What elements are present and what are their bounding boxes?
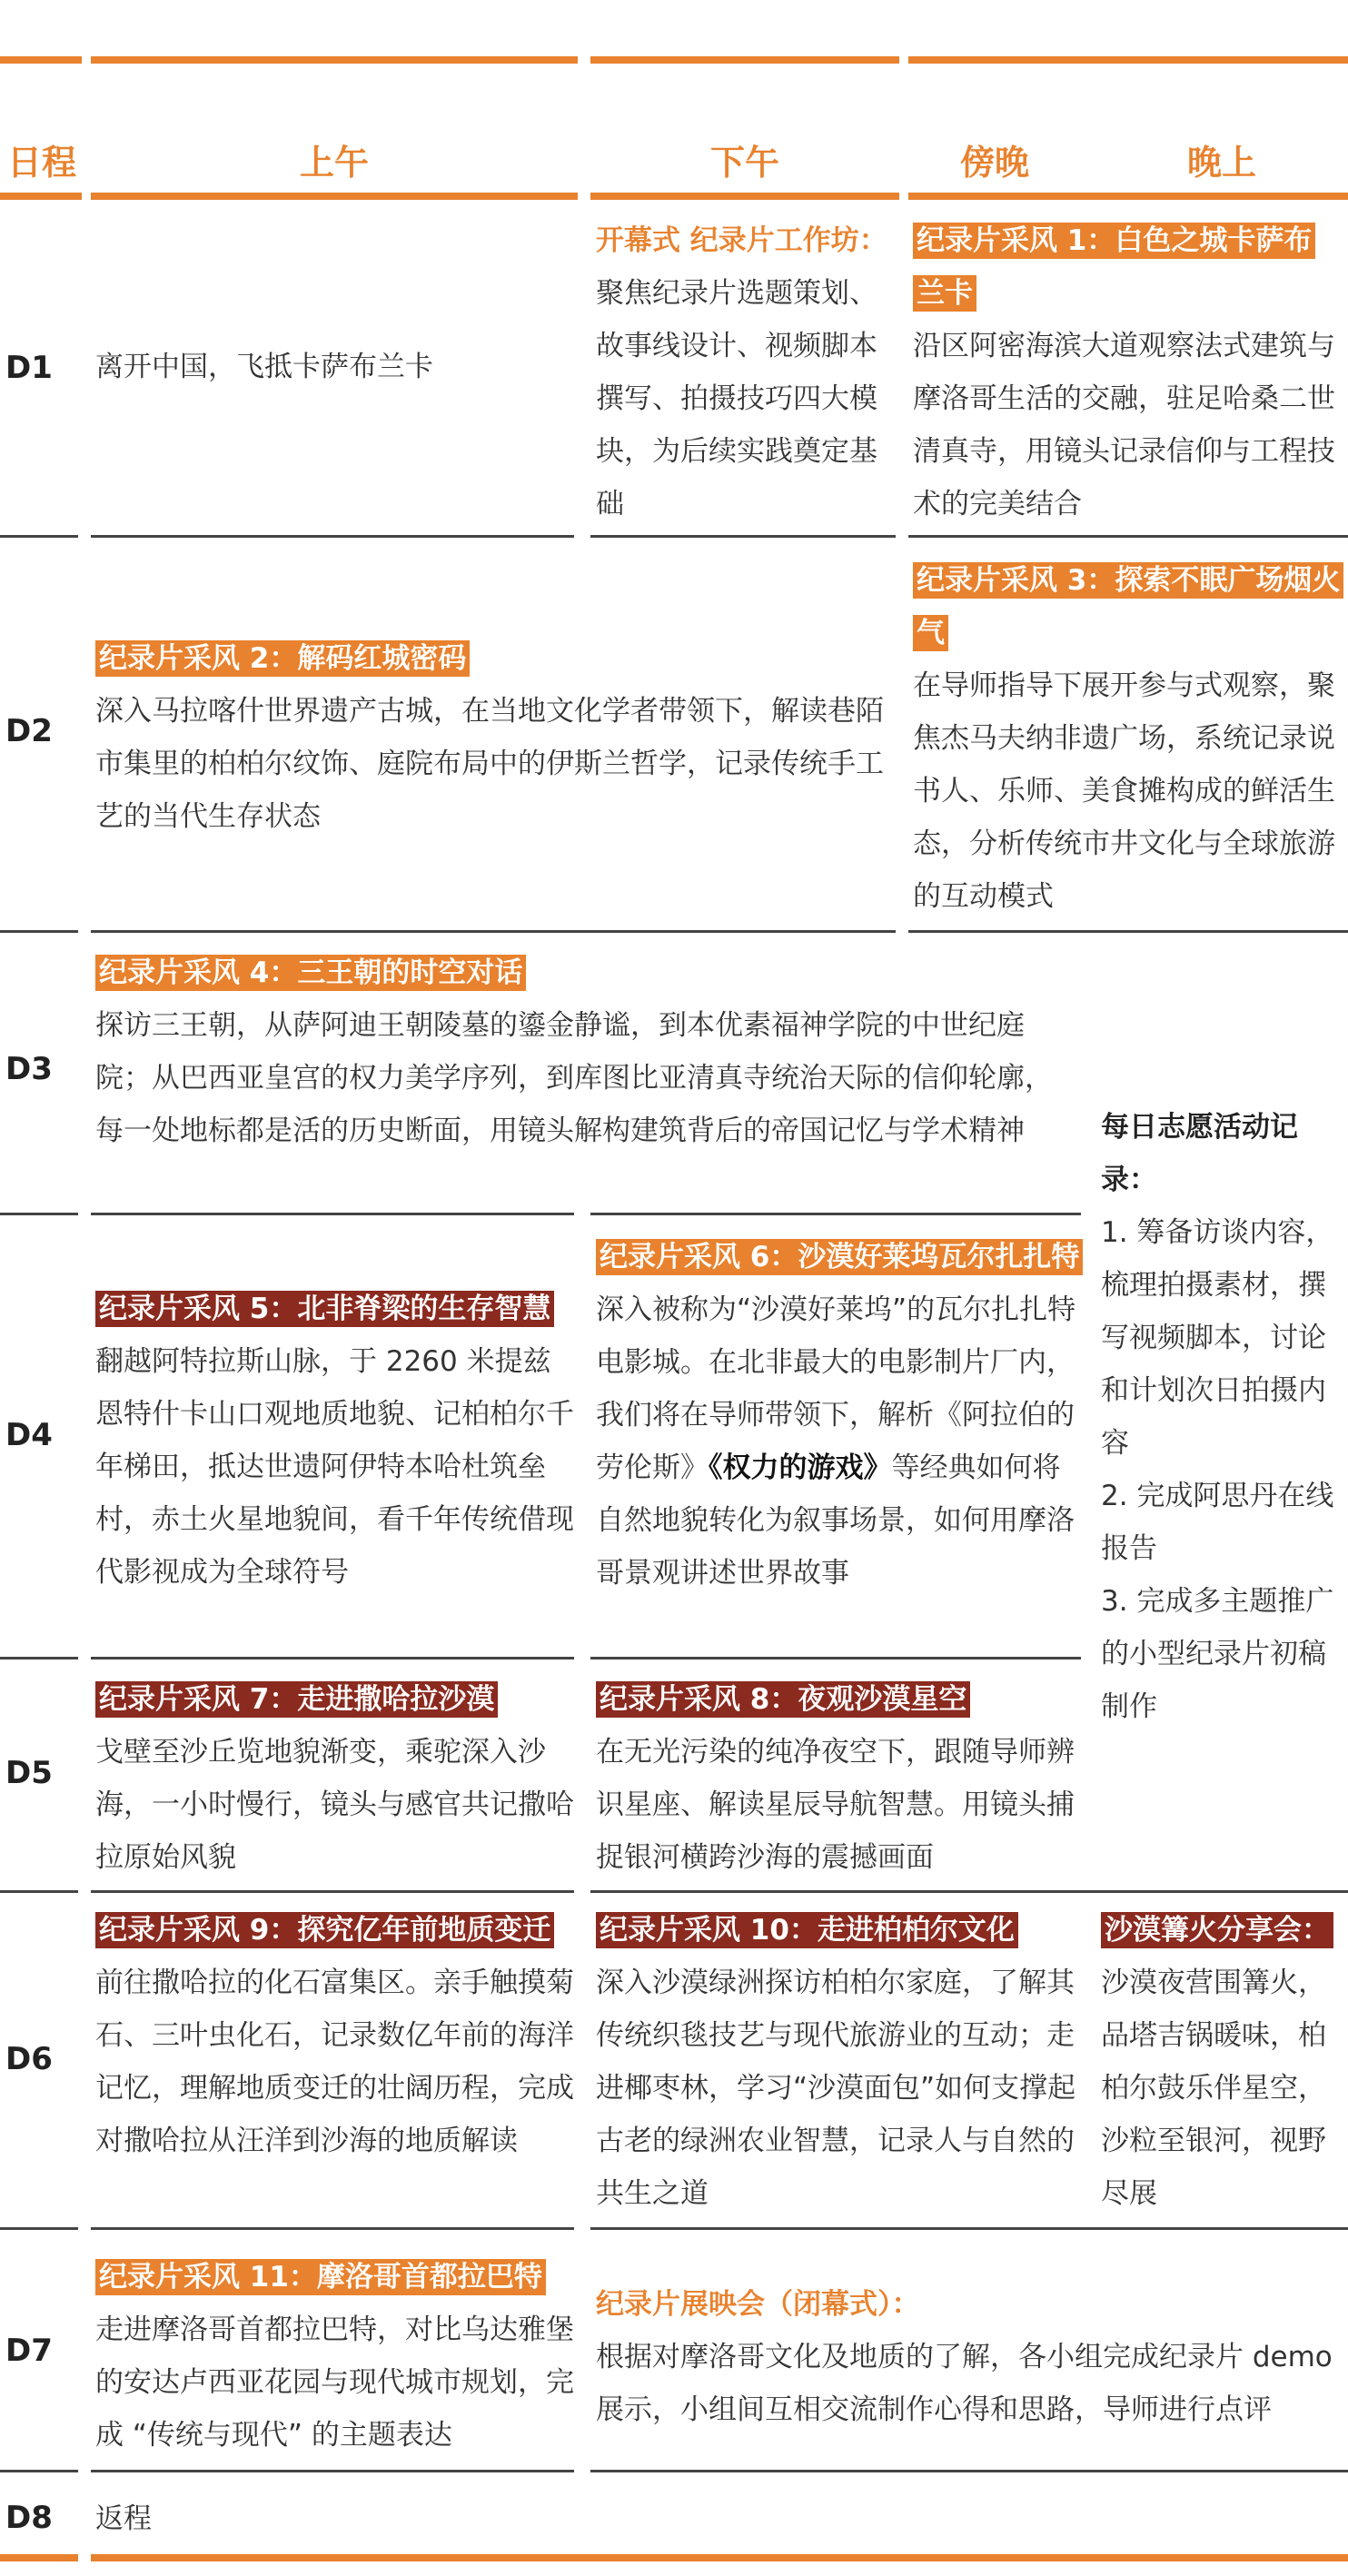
- d3-title: 纪录片采风 4：三王朝的时空对话: [95, 955, 526, 991]
- day-label-d3: D3: [5, 1051, 53, 1087]
- header-day: 日程: [6, 143, 76, 183]
- row-divider: [91, 2227, 574, 2230]
- header-top-rule: [590, 56, 899, 64]
- volunteer-item-3: 3. 完成多主题推广的小型纪录片初稿制作: [1101, 1585, 1334, 1723]
- d5-afternoon-body: 在无光污染的纯净夜空下，跟随导师辨识星座、解读星辰导航智慧。用镜头捕捉银河横跨沙海的震撼画面: [596, 1736, 1075, 1874]
- d5-morning: [95, 1673, 577, 1884]
- d4-afternoon: [596, 1231, 1086, 1600]
- row-divider: [0, 1890, 78, 1893]
- day-label-d2: D2: [5, 713, 53, 749]
- day-label-d7: D7: [5, 2333, 53, 2369]
- row-divider: [0, 2227, 78, 2230]
- d2-evening: [913, 554, 1343, 923]
- row-divider: [91, 1213, 574, 1215]
- volunteer-notes: [1101, 1101, 1342, 1733]
- d1-evening-title: 纪录片采风 1：白色之城卡萨布兰卡: [913, 223, 1315, 312]
- row-divider: [590, 1657, 1081, 1660]
- d4-afternoon-body-1: 深入被称为“沙漠好莱坞”的瓦尔扎扎特电影城。在北非最大的电影制片厂内，我们将在导师带领下，解析《阿拉伯的劳伦斯》: [596, 1293, 1076, 1484]
- d1-morning: [95, 341, 568, 393]
- d1-evening: [913, 214, 1340, 530]
- d6-afternoon-body: 深入沙漠绿洲探访柏柏尔家庭，了解其传统织毯技艺与现代旅游业的互动；走进椰枣林，学习“沙漠面包”如何支撑起古老的绿洲农业智慧，记录人与自然的共生之道: [596, 1967, 1076, 2210]
- d7-morning: [95, 2251, 577, 2462]
- d5-afternoon: [596, 1673, 1086, 1884]
- row-divider: [590, 535, 896, 538]
- d8-morning-text: 返程: [95, 2502, 152, 2535]
- d6-morning-title: 纪录片采风 9：探究亿年前地质变迁: [95, 1912, 554, 1948]
- row-divider: [91, 930, 896, 933]
- d7-morning-body: 走进摩洛哥首都拉巴特，对比乌达雅堡的安达卢西亚花园与现代城市规划，完成 “传统与现代” 的主题表达: [95, 2313, 574, 2452]
- row-divider: [91, 535, 574, 538]
- d7-afternoon-title: 纪录片展映会（闭幕式）：: [596, 2288, 920, 2321]
- header-top-rule: [91, 56, 578, 64]
- row-divider: [590, 1890, 1348, 1893]
- row-divider: [91, 2470, 574, 2472]
- header-top-rule: [908, 56, 1348, 64]
- d4-morning: [95, 1283, 577, 1599]
- row-divider: [91, 1657, 574, 1660]
- row-divider: [590, 1213, 1081, 1215]
- d7-afternoon: [596, 2278, 1348, 2436]
- d6-evening-body: 沙漠夜营围篝火，品塔吉锅暖味，柏柏尔鼓乐伴星空，沙粒至银河，视野尽展: [1101, 1967, 1326, 2210]
- header-dusk: 傍晚: [959, 143, 1029, 183]
- row-divider: [91, 1890, 574, 1893]
- d1-afternoon-body: 聚焦纪录片选题策划、故事线设计、视频脚本撰写、拍摄技巧四大模块，为后续实践奠定基础: [596, 277, 877, 520]
- header-top-rule: [0, 56, 82, 64]
- d8-morning: [95, 2492, 568, 2545]
- day-label-d4: D4: [5, 1417, 53, 1453]
- d6-morning-body: 前往撒哈拉的化石富集区。亲手触摸菊石、三叶虫化石，记录数亿年前的海洋记忆，理解地质变迁的壮阔历程，完成对撒哈拉从汪洋到沙海的地质解读: [95, 1967, 574, 2157]
- d6-afternoon: [596, 1904, 1086, 2220]
- volunteer-item-1: 1. 筹备访谈内容，梳理拍摄素材，撰写视频脚本，讨论和计划次日拍摄内容: [1101, 1216, 1334, 1460]
- row-divider: [590, 2227, 1348, 2230]
- row-divider: [590, 2470, 1348, 2472]
- d4-afternoon-body-em: 《权力的游戏》: [709, 1451, 892, 1484]
- d1-morning-text: 离开中国，飞抵卡萨布兰卡: [95, 351, 433, 383]
- d6-evening-title: 沙漠篝火分享会：: [1101, 1912, 1333, 1948]
- row-divider: [908, 535, 1348, 538]
- d1-afternoon-title: 开幕式 纪录片工作坊：: [596, 224, 887, 257]
- day-label-d1: D1: [5, 350, 53, 386]
- header-bottom-rule: [91, 193, 578, 200]
- d5-morning-title: 纪录片采风 7：走进撒哈拉沙漠: [95, 1681, 498, 1718]
- d4-morning-body: 翻越阿特拉斯山脉，于 2260 米提兹恩特什卡山口观地质地貌、记柏柏尔千年梯田，抵达世遗阿伊特本哈杜筑垒村，赤土火星地貌间，看千年传统借现代影视成为全球符号: [95, 1345, 574, 1589]
- d1-afternoon: [596, 214, 896, 530]
- volunteer-title: 每日志愿活动记录：: [1101, 1111, 1298, 1196]
- header-night: 晚上: [1186, 143, 1256, 183]
- d6-evening: [1101, 1904, 1342, 2220]
- header-bottom-rule: [590, 193, 899, 200]
- d4-afternoon-title: 纪录片采风 6：沙漠好莱坞瓦尔扎扎特: [596, 1239, 1083, 1275]
- d1-evening-body: 沿区阿密海滨大道观察法式建筑与摩洛哥生活的交融，驻足哈桑二世清真寺，用镜头记录信仰与工程技术的完美结合: [913, 330, 1335, 520]
- d6-morning: [95, 1904, 577, 2167]
- day-label-d8: D8: [5, 2500, 53, 2536]
- row-divider: [0, 930, 78, 933]
- d5-morning-body: 戈壁至沙丘览地貌渐变，乘驼深入沙海，一小时慢行，镜头与感官共记撒哈拉原始风貌: [95, 1736, 574, 1874]
- d4-afternoon-body-2: 等经典如何将自然地貌转化为叙事场景，如何用摩洛哥景观讲述世界故事: [596, 1451, 1075, 1590]
- day-label-d6: D6: [5, 2041, 53, 2077]
- d7-morning-title: 纪录片采风 11：摩洛哥首都拉巴特: [95, 2259, 546, 2295]
- row-divider: [0, 535, 78, 538]
- d2-morning: [95, 632, 895, 843]
- d2-morning-body: 深入马拉喀什世界遗产古城，在当地文化学者带领下，解读巷陌市集里的柏柏尔纹饰、庭院布局中的伊斯兰哲学，记录传统手工艺的当代生存状态: [95, 695, 884, 833]
- row-divider: [0, 2470, 78, 2472]
- d7-afternoon-body: 根据对摩洛哥文化及地质的了解，各小组完成纪录片 demo 展示，小组间互相交流制作心得和思路，导师进行点评: [596, 2341, 1333, 2426]
- d3-body: 探访三王朝，从萨阿迪王朝陵墓的鎏金静谧，到本优素福神学院的中世纪庭院；从巴西亚皇宫的权力美学序列，到库图比亚清真寺统治天际的信仰轮廓，每一处地标都是活的历史断面，用镜头解构建筑背后的帝国记忆与学术精神: [95, 1009, 1053, 1147]
- d4-morning-title: 纪录片采风 5：北非脊梁的生存智慧: [95, 1291, 554, 1327]
- d2-evening-title: 纪录片采风 3：探索不眠广场烟火气: [913, 562, 1343, 651]
- header-morning: 上午: [299, 143, 369, 183]
- d6-afternoon-title: 纪录片采风 10：走进柏柏尔文化: [596, 1912, 1018, 1948]
- volunteer-item-2: 2. 完成阿思丹在线报告: [1101, 1480, 1334, 1565]
- row-divider: [0, 1657, 78, 1660]
- d5-afternoon-title: 纪录片采风 8：夜观沙漠星空: [596, 1681, 970, 1718]
- table-bottom-rule: [91, 2554, 1348, 2561]
- day-label-d5: D5: [5, 1755, 53, 1791]
- header-afternoon: 下午: [709, 143, 779, 183]
- d2-evening-body: 在导师指导下展开参与式观察，聚焦杰马夫纳非遗广场，系统记录说书人、乐师、美食摊构成的鲜活生态，分析传统市井文化与全球旅游的互动模式: [913, 669, 1335, 913]
- row-divider: [908, 930, 1348, 933]
- header-bottom-rule: [908, 193, 1348, 200]
- table-bottom-rule: [0, 2554, 78, 2561]
- d3-day: [95, 946, 1076, 1157]
- header-bottom-rule: [0, 193, 82, 200]
- d2-morning-title: 纪录片采风 2：解码红城密码: [95, 640, 470, 677]
- row-divider: [0, 1213, 78, 1215]
